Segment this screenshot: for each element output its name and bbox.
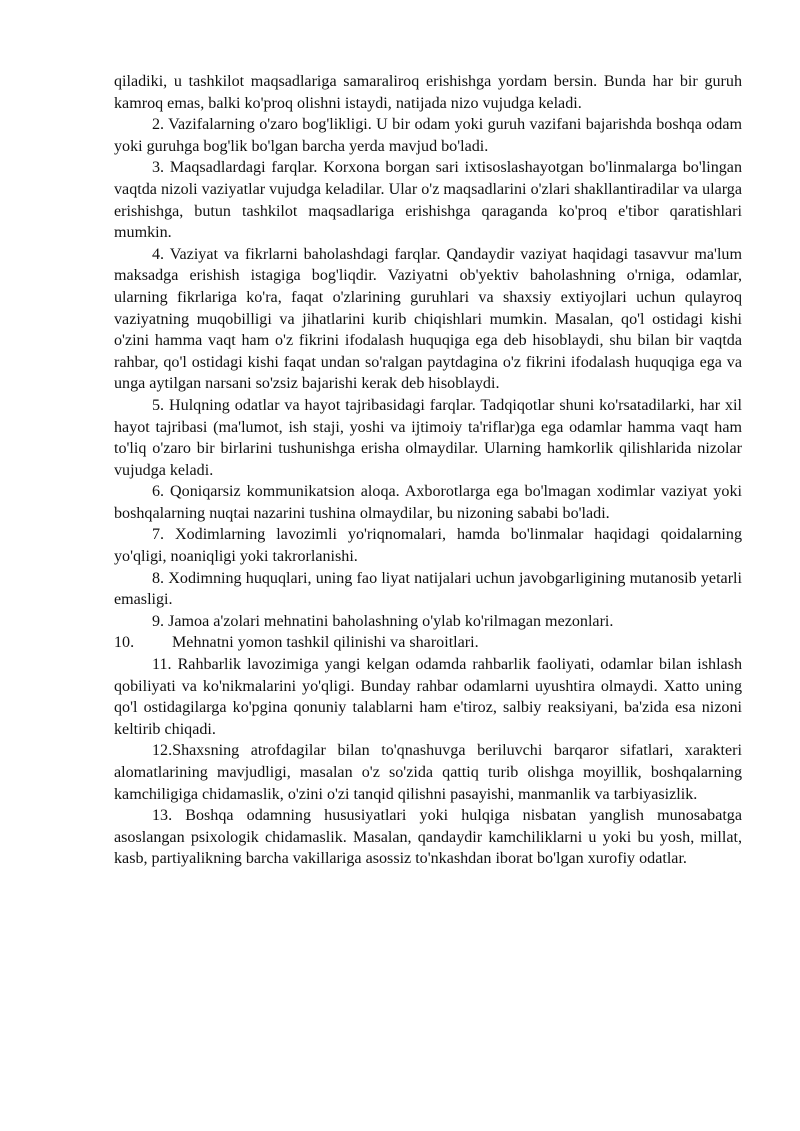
paragraph-item-12: 12.Shaxsning atrofdagilar bilan to'qnashuvga beriluvchi barqaror sifatlari, xarakteri alomatlarining mavjudligi, masalan o'z so'zida qattiq turib olishga moyillik, boshqalarning kamchiligiga chidamaslik, o'zini o'zi tanqid qilishni pasayishi, manmanlik va tarbiyasizlik. — [114, 742, 742, 803]
paragraph-item-5: 5. Hulqning odatlar va hayot tajribasidagi farqlar. Tadqiqotlar shuni ko'rsatadilarki, har xil hayot tajribasi (ma'lumot, ish staji, yoshi va ijtimoiy ta'riflar)ga ega odamlar hamma vaqt ham to'liq o'zaro bir birlarini tushunishga erisha olmaydilar. Ularning hamkorlik qilishlarida nizolar vujudga keladi. — [114, 396, 742, 479]
paragraph-continuation: qiladiki, u tashkilot maqsadlariga samaraliroq erishishga yordam bersin. Bunda har bir guruh kamroq emas, balki ko'proq olishni istaydi, natijada nizo vujudga keladi. — [114, 73, 742, 112]
paragraph-item-11: 11. Rahbarlik lavozimiga yangi kelgan odamda rahbarlik faoliyati, odamlar bilan ishlash qobiliyati va ko'nikmalarini yo'qligi. Bunday rahbar odamlarni uyushtira olmaydi. Xatto uning qo'l ostidagilarga ko'pgina qonuniy talablarni ham e'tiroz, salbiy reaksiyani, ba'zida esa nizoni keltirib chiqadi. — [114, 656, 742, 738]
item-number: 10. — [114, 634, 135, 652]
paragraph-item-2: 2. Vazifalarning o'zaro bog'likligi. U bir odam yoki guruh vazifani bajarishda boshqa odam yoki guruhga bog'lik bo'lgan barcha yerda mavjud bo'ladi. — [114, 116, 742, 155]
paragraph-item-8: 8. Xodimning huquqlari, uning fao liyat natijalari uchun javobgarligining mutanosib yetarli emasligi. — [114, 569, 742, 609]
paragraph-item-10 — [114, 632, 742, 654]
document-page — [114, 71, 742, 870]
paragraph-item-4: 4. Vaziyat va fikrlarni baholashdagi farqlar. Qandaydir vaziyat haqidagi tasavvur ma'lum maksadga erishish istagiga bog'liqdir. Vaziyatni ob'yektiv baholashning o'rniga, odamlar, ularning fikrlariga ko'ra, faqat o'zlarining guruhlari va shaxsiy extiyojlari uchun qulayroq vaziyatning muqobilligi va jihatlarini kurib chiqishlari mumkin. Masalan, qo'l ostidagi kishi o'zini hamma vaqt ham o'z fikrini ifodalash huquqiga ega deb hisoblaydi, shu bilan bir vaqtda rahbar, qo'l ostidagi kishi faqat undan so'ralgan paytdagina o'z fikrini ifodalash huquqiga ega va unga aytilgan narsani so'zsiz bajarishi kerak deb hisoblaydi. — [114, 245, 742, 393]
paragraph-item-9: 9. Jamoa a'zolari mehnatini baholashning o'ylab ko'rilmagan mezonlari. — [152, 612, 614, 630]
paragraph-item-3: 3. Maqsadlardagi farqlar. Korxona borgan sari ixtisoslashayotgan bo'linmalarga bo'lingan vaqtda nizoli vaziyatlar vujudga keladilar. Ular o'z maqsadlarini o'zlari shakllantiradilar va ularga erishishga, butun tashkilot maqsadlariga erishishga qaraganda ko'proq e'tibor qaratishlari mumkin. — [114, 159, 742, 242]
paragraph-item-13: 13. Boshqa odamning hususiyatlari yoki hulqiga nisbatan yanglish munosabatga asoslangan psixologik chidamaslik. Masalan, qandaydir kamchiliklarni u yoki bu yosh, millat, kasb, partiyalikning barcha vakillariga asossiz to'nkashdan iborat bo'lgan xurofiy odatlar. — [114, 807, 742, 868]
paragraph-item-7: 7. Xodimlarning lavozimli yo'riqnomalari, hamda bo'linmalar haqidagi qoidalarning yo'qligi, noaniqligi yoki takrorlanishi. — [114, 526, 742, 566]
paragraph-item-6: 6. Qoniqarsiz kommunikatsion aloqa. Axborotlarga ega bo'lmagan xodimlar vaziyat yoki boshqalarning nuqtai nazarini tushina olmaydilar, bu nizoning sababi bo'ladi. — [114, 483, 742, 522]
item-text: Mehnatni yomon tashkil qilinishi va sharoitlari. — [172, 634, 479, 652]
